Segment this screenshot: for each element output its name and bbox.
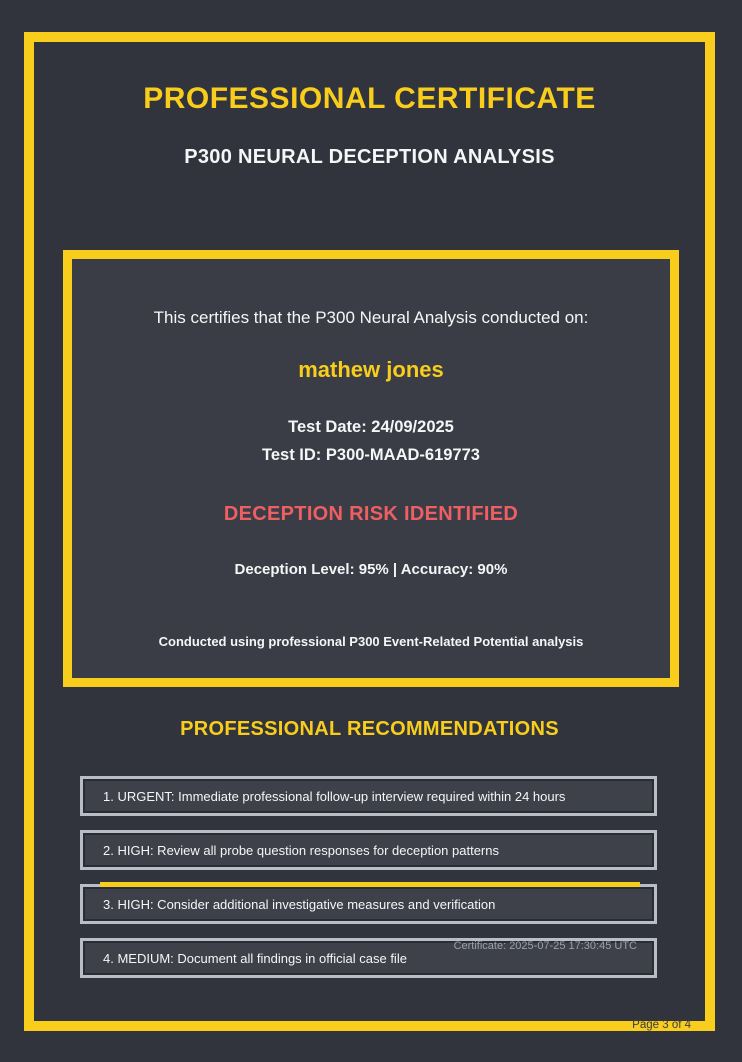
recommendation-item-2 [80,830,657,870]
certificate-intro-text: This certifies that the P300 Neural Analysis conducted on: [153,308,589,327]
gold-divider-strip [100,882,640,887]
page-number: Page 3 of 4 [632,1019,691,1031]
recommendation-text: 4. MEDIUM: Document all findings in official case file [103,950,407,966]
analysis-method-text: Conducted using professional P300 Event-Related Potential analysis [158,634,584,649]
subject-name: mathew jones [298,357,444,382]
recommendation-item-1 [80,776,657,816]
certificate-timestamp: Certificate: 2025-07-25 17:30:45 UTC [453,940,637,952]
recommendation-text: 3. HIGH: Consider additional investigative measures and verification [103,896,496,912]
deception-metrics: Deception Level: 95% | Accuracy: 90% [234,561,508,578]
recommendation-text: 2. HIGH: Review all probe question responses for deception patterns [103,842,499,858]
test-date: Test Date: 24/09/2025 [288,418,454,436]
deception-result-text: DECEPTION RISK IDENTIFIED [223,503,519,525]
certificate-inner-box [63,250,679,687]
recommendation-item-3 [80,884,657,924]
page-title: PROFESSIONAL CERTIFICATE [143,82,596,115]
test-id: Test ID: P300-MAAD-619773 [262,446,480,464]
page-subtitle: P300 NEURAL DECEPTION ANALYSIS [184,146,555,168]
recommendations-heading: PROFESSIONAL RECOMMENDATIONS [180,718,559,740]
recommendation-text: 1. URGENT: Immediate professional follow-up interview required within 24 hours [103,788,566,804]
